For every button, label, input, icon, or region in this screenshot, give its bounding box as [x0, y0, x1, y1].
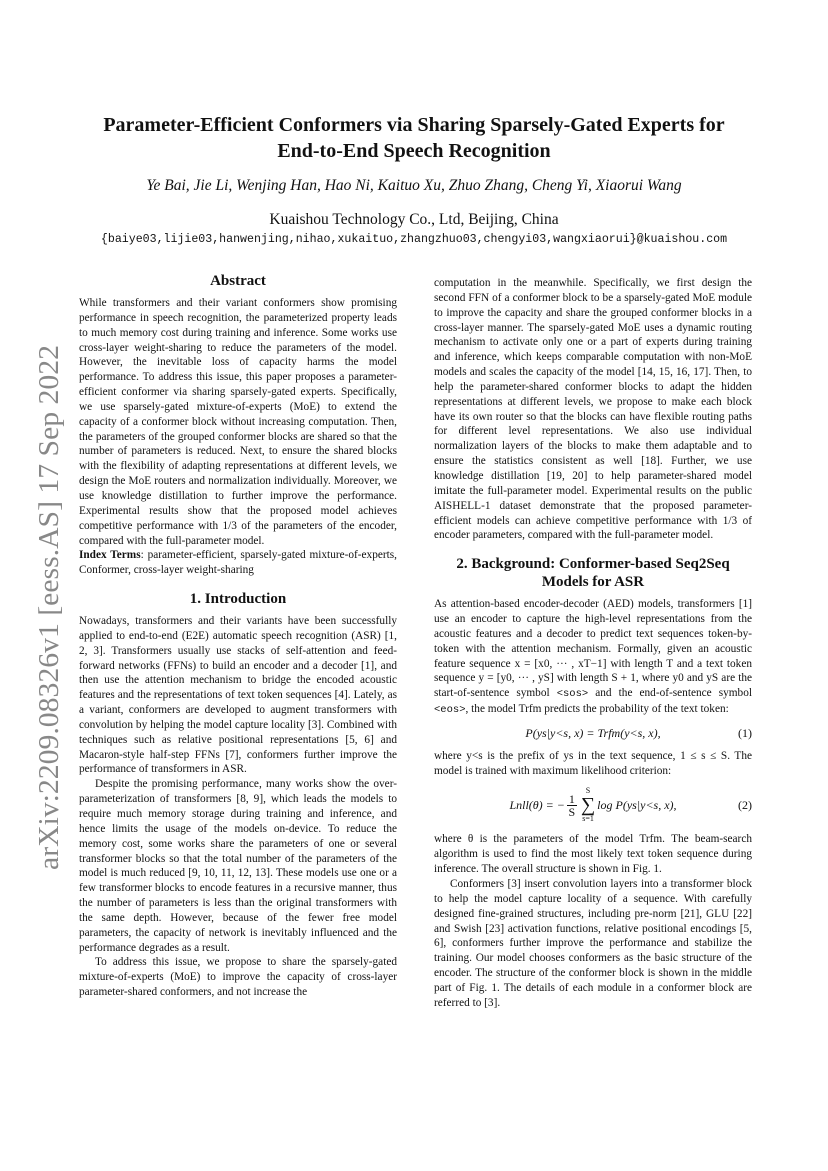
bg-text-c: , the model Trfm predicts the probability of the text token:: [465, 703, 729, 716]
equation-1: [434, 726, 752, 741]
right-column: [434, 276, 752, 1011]
background-paragraph-1: [434, 597, 752, 718]
index-terms: [79, 548, 397, 578]
intro-paragraph-2: Despite the promising performance, many works show the over-parameterization of transformers [8, 9], which leads the models to require much memory storage during training and inference, and hence limits the usage of the models on-device. To reduce the memory cost, some works share the parameters of one or several transformer blocks so that the total number of the parameters of the model is much reduced [9, 10, 11, 12, 13]. These models use one or a few transformer blocks to encode features in a recursive manner, thus the number of parameters is less than the original transformers with the same depth. However, because of the fewer free model parameters, the capacity of network is inevitably influenced and the performance degrades as a result.: [79, 778, 397, 954]
sos-token: <sos>: [556, 688, 589, 701]
index-terms-label: Index Terms: [79, 549, 141, 562]
abstract-heading: Abstract: [210, 273, 266, 289]
bg-text-b: and the end-of-sentence symbol: [588, 687, 752, 700]
background-paragraph-2: where y<s is the prefix of ys in the text sequence, 1 ≤ s ≤ S. The model is trained with maximum likelihood criterion:: [434, 749, 752, 777]
equation-1-number: (1): [738, 725, 752, 740]
background-heading: 2. Background: Conformer-based Seq2Seq Models for ASR: [456, 556, 730, 591]
intro-continuation: computation in the meanwhile. Specifically, we first design the second FFN of a conformer block to be a sparsely-gated MoE module to improve the capacity and share the grouped conformer blocks in a cross-layer manner. The sparsely-gated MoE uses a dynamic routing mechanism to activate only one or a part of experts during training and inference, which keeps comparable computation with non-MoE models and scales the capacity of the model [14, 15, 16, 17]. Then, to help the parameter-shared conformer blocks to adapt the hidden representations at different levels, we propose to make each block have its own router so that the blocks can have flexible routing paths for different level representations. We also use individual normalization layers of the blocks to make them adaptable and to ensure the statistics consistent as well [18]. Further, we use knowledge distillation [19, 20] to help parameter-shared model imitate the full-parameter model. Experimental results on the public AISHELL-1 dataset demonstrate that the proposed parameter-efficient models can achieve competitive performance with 1/3 of encoder parameters, compared with the full-parameter model.: [434, 277, 752, 542]
intro-paragraph-1: Nowadays, transformers and their variants have been successfully applied to end-to-end (E2E) automatic speech recognition (ASR) [1, 2, 3]. Transformers usually use stacks of self-attention and feed-forward networks (FFNs) to build an encoder and a decoder [1], and then use the attention mechanism to bridge the encoded acoustic features and the representations of text token sequences [4]. Lately, as a variant, conformers are developed to augment transformers with convolution by helping the model capture locality [3]. Combined with techniques such as relative positional representations [5, 6] and Macaron-style half-step FFNs [7], conformers further improve the performance of transformers in ASR.: [79, 615, 397, 776]
abstract-text: While transformers and their variant conformers show promising performance in speech recognition, the parameterized property leads to much memory cost during training and inference. Some works use cross-layer weight-sharing to reduce the parameters of the model. However, the inevitable loss of capacity harms the model performance. To address this issue, this paper proposes a parameter-efficient conformer via sharing sparsely-gated experts. Specifically, we use sparsely-gated mixture-of-experts (MoE) to extend the capacity of a conformer block without increasing computation. Then, the parameters of the grouped conformer blocks are shared so that the number of parameters is reduced. Next, to ensure the shared blocks with the flexibility of adapting representations at different levels, we design the MoE routers and normalization individually. Moreover, we use knowledge distillation to further improve the performance. Experimental results show that the proposed model achieves competitive performance with 1/3 of the parameters of the encoder, compared with the full-parameter model.: [79, 297, 397, 547]
author-emails: {baiye03,lijie03,hanwenjing,nihao,xukaituo,zhangzhuo03,chengyi03,wangxiaorui}@kuaishou.com: [100, 233, 728, 246]
left-column: [79, 272, 397, 1000]
eos-token: <eos>: [434, 704, 466, 717]
equation-2-sum: S ∑ s=1: [580, 786, 596, 824]
intro-paragraph-3: To address this issue, we propose to share the sparsely-gated mixture-of-experts (MoE) to improve the capacity of cross-layer parameter-shared conformers, and not increase the: [79, 956, 397, 999]
equation-2-rhs: log P(ys|y<s, x),: [597, 798, 677, 813]
background-paragraph-3: where θ is the parameters of the model Trfm. The beam-search algorithm is used to find the most likely text token sequence during inference. The overall structure is shown in Fig. 1.: [434, 833, 752, 876]
equation-2-fraction: $\frac{1}{S}$: [568, 791, 576, 819]
bg-text-a: As attention-based encoder-decoder (AED) models, transformers [1] use an encoder to capture the high-level representations from the acoustic features and a decoder to predict text sequences token-by-token with the attention mechanism. Formally, given an acoustic feature sequence x = [x0, ··· , xT−1] with length T and a text token sequence y = [y0, ··· , yS] with length S + 1, where y0 and yS are the start-of-sentence symbol: [434, 598, 752, 700]
background-paragraph-4: Conformers [3] insert convolution layers into a transformer block to help the model capture locality of a sequence. With carefully designed fine-grained structures, including pre-norm [21], GLU [22] and Swish [23] activation functions, relative positional encodings [5, 6], conformers further improve the performance and stabilize the training. Our model chooses conformers as the basic structure of the encoder. The structure of the conformer block is shown in the middle part of Fig. 1. The details of each module in a conformer block are referred to [3].: [434, 878, 752, 1009]
index-terms-text: : parameter-efficient, sparsely-gated mixture-of-experts, Conformer, cross-layer weight-sharing: [79, 549, 397, 577]
affiliation: Kuaishou Technology Co., Ltd, Beijing, China: [269, 211, 559, 228]
equation-2: [434, 786, 752, 824]
equation-1-body: P(ys|y<s, x) = Trfm(y<s, x),: [525, 725, 661, 740]
title-line-1: Parameter-Efficient Conformers via Sharing Sparsely-Gated Experts for: [103, 114, 725, 136]
paper-title: [80, 112, 748, 164]
equation-2-lhs: Lnll(θ) = −: [509, 798, 565, 813]
equation-2-number: (2): [738, 798, 752, 813]
intro-heading: 1. Introduction: [189, 591, 287, 608]
author-list: Ye Bai, Jie Li, Wenjing Han, Hao Ni, Kaituo Xu, Zhuo Zhang, Cheng Yi, Xiaorui Wang: [146, 177, 682, 194]
arxiv-id-text: arXiv:2209.08326v1 [eess.AS] 17 Sep 2022: [33, 357, 65, 870]
arxiv-identifier: [18, 340, 74, 880]
title-line-2: End-to-End Speech Recognition: [277, 140, 551, 162]
